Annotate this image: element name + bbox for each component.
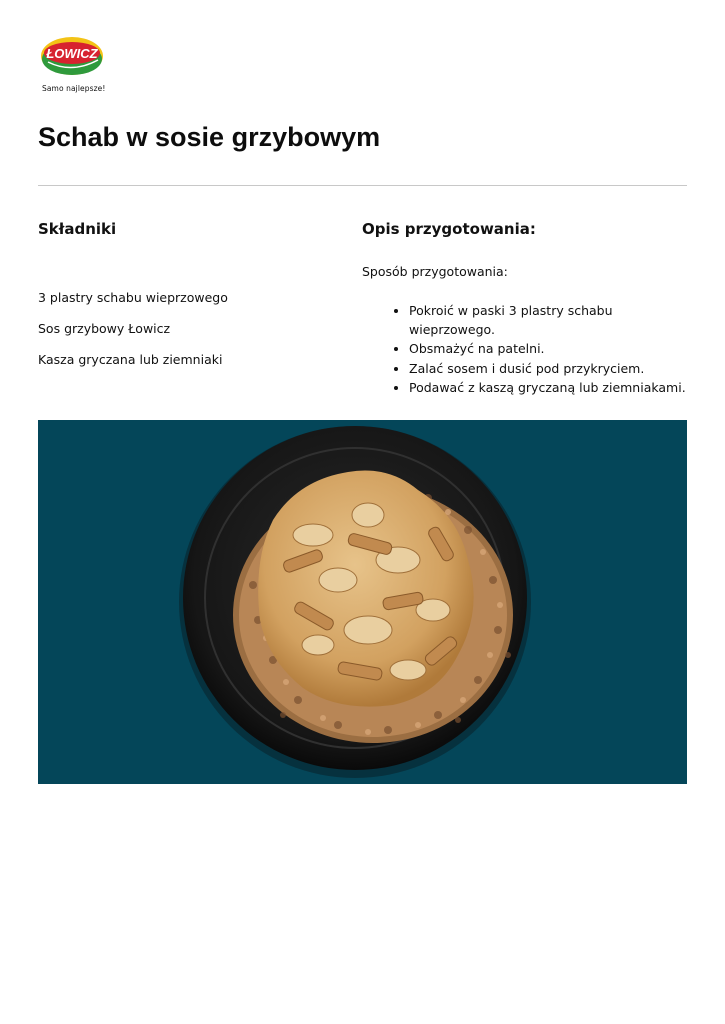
method-step: • Pokroić w paski 3 plastry schabu wieprzowego. bbox=[409, 301, 689, 339]
ingredient-item: Sos grzybowy Łowicz bbox=[38, 321, 171, 336]
ingredients-heading: Składniki bbox=[38, 220, 117, 238]
method-steps-list bbox=[362, 301, 689, 397]
dish-photo bbox=[38, 420, 687, 784]
ingredients-list bbox=[38, 290, 228, 383]
method-intro: Sposób przygotowania: bbox=[362, 264, 508, 279]
method-step: • Obsmażyć na patelni. bbox=[409, 339, 689, 358]
ingredient-item: Kasza gryczana lub ziemniaki bbox=[38, 352, 223, 367]
method-section bbox=[362, 220, 692, 395]
ingredient-item: 3 plastry schabu wieprzowego bbox=[38, 290, 228, 305]
brand-tagline: Samo najlepsze! bbox=[42, 84, 106, 93]
title-divider bbox=[38, 185, 687, 186]
ingredients-section bbox=[38, 220, 338, 367]
recipe-title: Schab w sosie grzybowym bbox=[38, 122, 381, 152]
method-step: • Podawać z kaszą gryczaną lub ziemniakami. bbox=[409, 378, 689, 397]
method-heading: Opis przygotowania: bbox=[362, 220, 536, 238]
logo-wordmark: ŁOWICZ bbox=[46, 46, 98, 61]
method-step: • Zalać sosem i dusić pod przykryciem. bbox=[409, 359, 689, 378]
